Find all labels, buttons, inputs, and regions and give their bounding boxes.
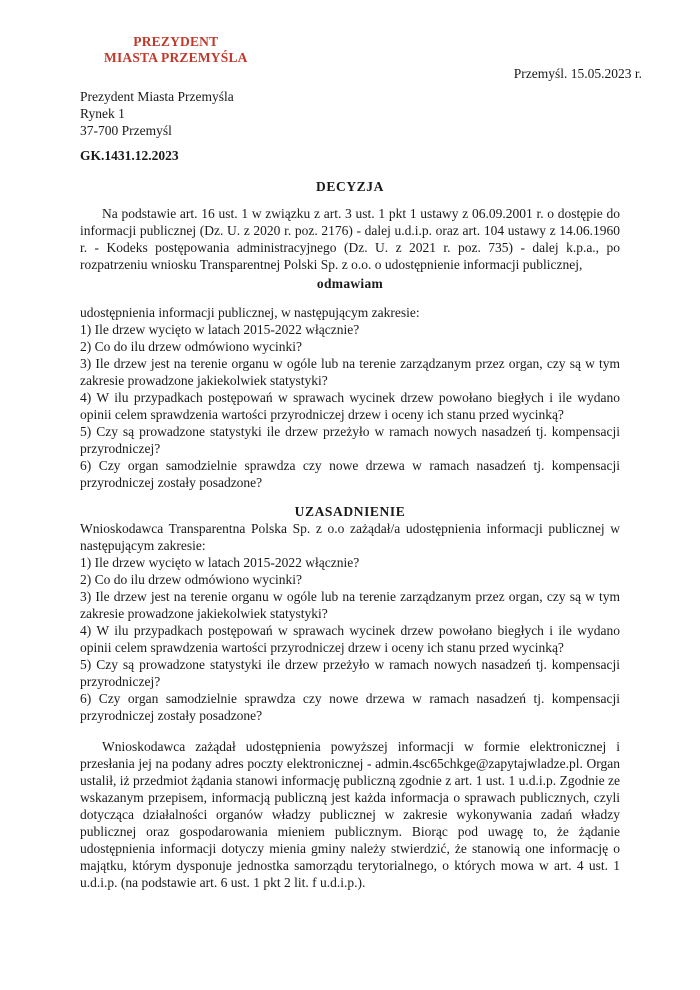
- sender-name: Prezydent Miasta Przemyśla: [80, 89, 234, 104]
- sender-address: [80, 88, 234, 139]
- justification-question-4: 4) W ilu przypadkach postępowań w sprawach wycinek drzew powołano biegłych i ile wydano opinii celem sprawdzenia wartości przyrodniczej drzew i oceny ich stanu przed wycinką?: [80, 623, 620, 655]
- stamp-line-2: MIASTA PRZEMYŚLA: [104, 50, 248, 65]
- decision-title: DECYZJA: [316, 179, 384, 194]
- decision-scope: [80, 304, 620, 491]
- official-stamp: [104, 34, 248, 66]
- justification-scope: [80, 520, 620, 724]
- stamp-line-1: PREZYDENT: [133, 34, 219, 49]
- sender-street: Rynek 1: [80, 106, 125, 121]
- justification-lead: Wnioskodawca Transparentna Polska Sp. z o.o zażądał/a udostępnienia informacji publicznej w następującym zakresie:: [80, 521, 620, 553]
- justification-question-2: 2) Co do ilu drzew odmówiono wycinki?: [80, 572, 302, 587]
- place-date: Przemyśl. 15.05.2023 r.: [513, 66, 642, 81]
- decision-question-2: 2) Co do ilu drzew odmówiono wycinki?: [80, 339, 302, 354]
- decision-question-6: 6) Czy organ samodzielnie sprawdza czy nowe drzewa w ramach nasadzeń tj. kompensacji przyrodniczej zostały posadzone?: [80, 458, 620, 490]
- decision-question-5: 5) Czy są prowadzone statystyki ile drzew przeżyło w ramach nowych nasadzeń tj. kompensacji przyrodniczej?: [80, 424, 620, 456]
- decision-verdict: odmawiam: [316, 276, 384, 291]
- justification-question-6: 6) Czy organ samodzielnie sprawdza czy nowe drzewa w ramach nasadzeń tj. kompensacji przyrodniczej zostały posadzone?: [80, 691, 620, 723]
- justification-paragraph: Wnioskodawca zażądał udostępnienia powyższej informacji w formie elektronicznej i przesłania jej na podany adres poczty elektronicznej - admin.4sc65chkge@zapytajwladze.pl. Organ ustalił, iż przedmiot żądania stanowi informację publiczną zgodnie z art. 1 ust. 1 u.d.i.p. Zgodnie ze wskazanym przepisem, informacją publiczną jest każda informacja o sprawach publicznych, czyli dotycząca działalności organów władzy publicznej w zakresie wykonywania zadań władzy publicznej oraz gospodarowania mieniem publicznym. Biorąc pod uwagę to, że żądanie udostępnienia informacji dotyczy mienia gminy należy stwierdzić, że stanowią one informację o majątku, którym dysponuje jednostka samorządu terytorialnego, o których mowa w art. 4 ust. 1 u.d.i.p. (na podstawie art. 6 ust. 1 pkt 2 lit. f u.d.i.p.).: [80, 739, 620, 890]
- decision-question-1: 1) Ile drzew wycięto w latach 2015-2022 włącznie?: [80, 322, 360, 337]
- decision-question-4: 4) W ilu przypadkach postępowań w sprawach wycinek drzew powołano biegłych i ile wydano opinii celem sprawdzenia wartości przyrodniczej drzew i oceny ich stanu przed wycinką?: [80, 390, 620, 422]
- decision-question-3: 3) Ile drzew jest na terenie organu w ogóle lub na terenie zarządzanym przez organ, czy są w tym zakresie prowadzone jakiekolwiek statystyki?: [80, 356, 620, 388]
- justification-title: UZASADNIENIE: [294, 504, 406, 519]
- justification-question-5: 5) Czy są prowadzone statystyki ile drzew przeżyło w ramach nowych nasadzeń tj. kompensacji przyrodniczej?: [80, 657, 620, 689]
- case-number: GK.1431.12.2023: [80, 148, 179, 163]
- justification-question-3: 3) Ile drzew jest na terenie organu w ogóle lub na terenie zarządzanym przez organ, czy są w tym zakresie prowadzone jakiekolwiek statystyki?: [80, 589, 620, 621]
- justification-question-1: 1) Ile drzew wycięto w latach 2015-2022 włącznie?: [80, 555, 360, 570]
- document-body: [80, 178, 620, 891]
- decision-scope-lead: udostępnienia informacji publicznej, w następującym zakresie:: [80, 305, 420, 320]
- decision-intro: Na podstawie art. 16 ust. 1 w związku z art. 3 ust. 1 pkt 1 ustawy z 06.09.2001 r. o dostępie do informacji publicznej (Dz. U. z 2020 r. poz. 2176) - dalej u.d.i.p. oraz art. 104 ustawy z 14.06.1960 r. - Kodeks postępowania administracyjnego (Dz. U. z 2021 r. poz. 735) - dalej k.p.a., po rozpatrzeniu wniosku Transparentnej Polski Sp. z o.o. o udostępnienie informacji publicznej,: [80, 206, 620, 272]
- sender-city: 37-700 Przemyśl: [80, 123, 172, 138]
